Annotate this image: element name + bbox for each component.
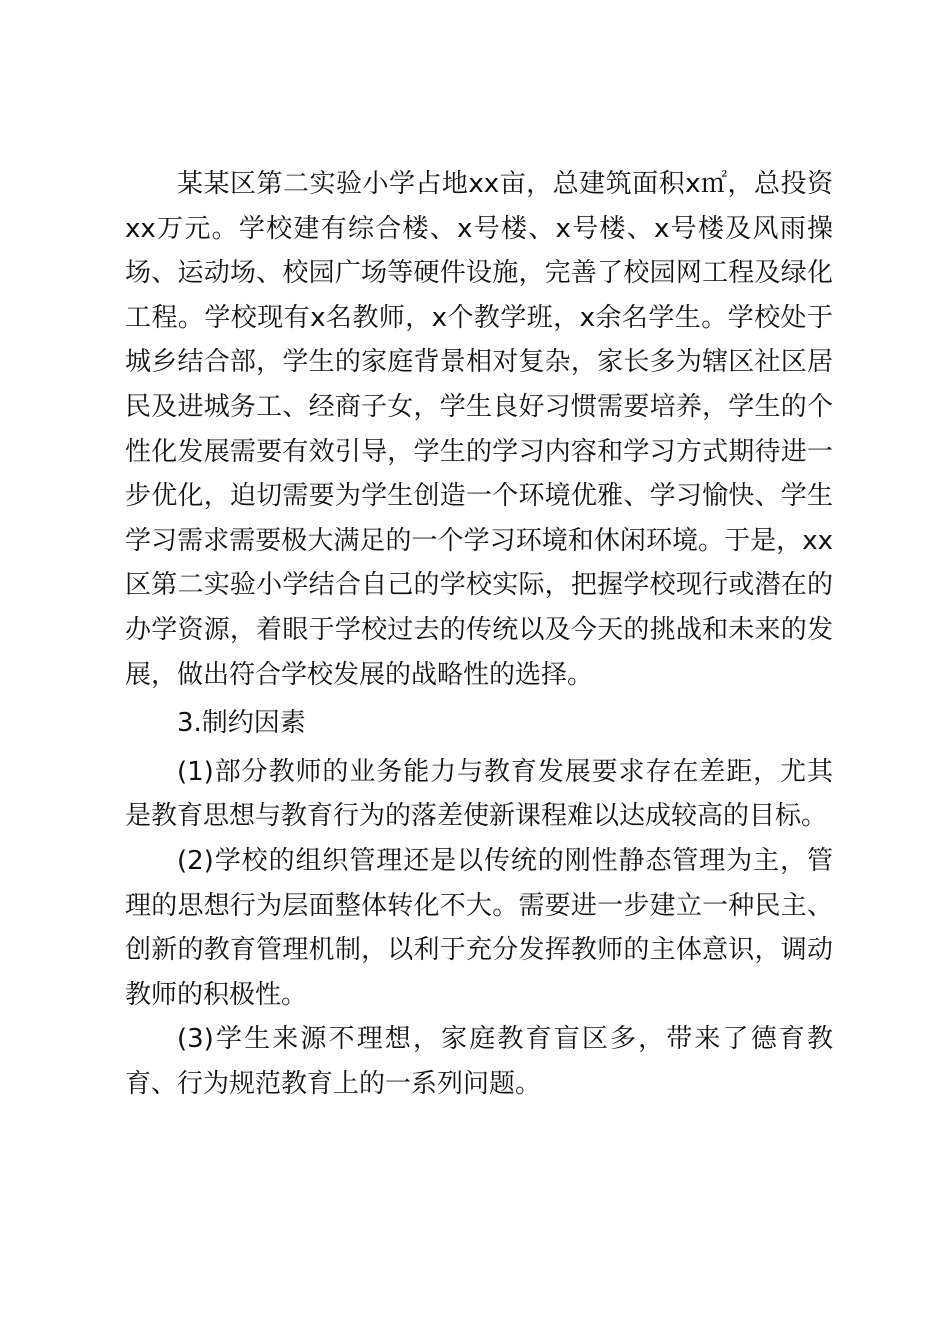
document-body <box>125 162 833 1106</box>
intro-paragraph: 某某区第二实验小学占地xx亩，总建筑面积x㎡，总投资xx万元。学校建有综合楼、x号楼、x号楼、x号楼及风雨操场、运动场、校园广场等硬件设施，完善了校园网工程及绿化工程。学校现有x名教师，x个教学班，x余名学生。学校处于城乡结合部，学生的家庭背景相对复杂，家长多为辖区社区居民及进城务工、经商子女，学生良好习惯需要培养，学生的个性化发展需要有效引导，学生的学习内容和学习方式期待进一步优化，迫切需要为学生创造一个环境优雅、学习愉快、学生学习需求需要极大满足的一个学习环境和休闲环境。于是，xx区第二实验小学结合自己的学校实际，把握学校现行或潜在的办学资源，着眼于学校过去的传统以及今天的挑战和未来的发展，做出符合学校发展的战略性的选择。 <box>125 169 833 690</box>
section-heading: 3.制约因素 <box>177 708 306 739</box>
constraint-item-3: (3)学生来源不理想，家庭教育盲区多，带来了德育教育、行为规范教育上的一系列问题。 <box>125 1024 833 1099</box>
constraint-item-1: (1)部分教师的业务能力与教育发展要求存在差距，尤其是教育思想与教育行为的落差使新课程难以达成较高的目标。 <box>125 756 833 832</box>
constraint-item-2: (2)学校的组织管理还是以传统的刚性静态管理为主，管理的思想行为层面整体转化不大。需要进一步建立一种民主、创新的教育管理机制，以利于充分发挥教师的主体意识，调动教师的积极性。 <box>125 845 833 1010</box>
